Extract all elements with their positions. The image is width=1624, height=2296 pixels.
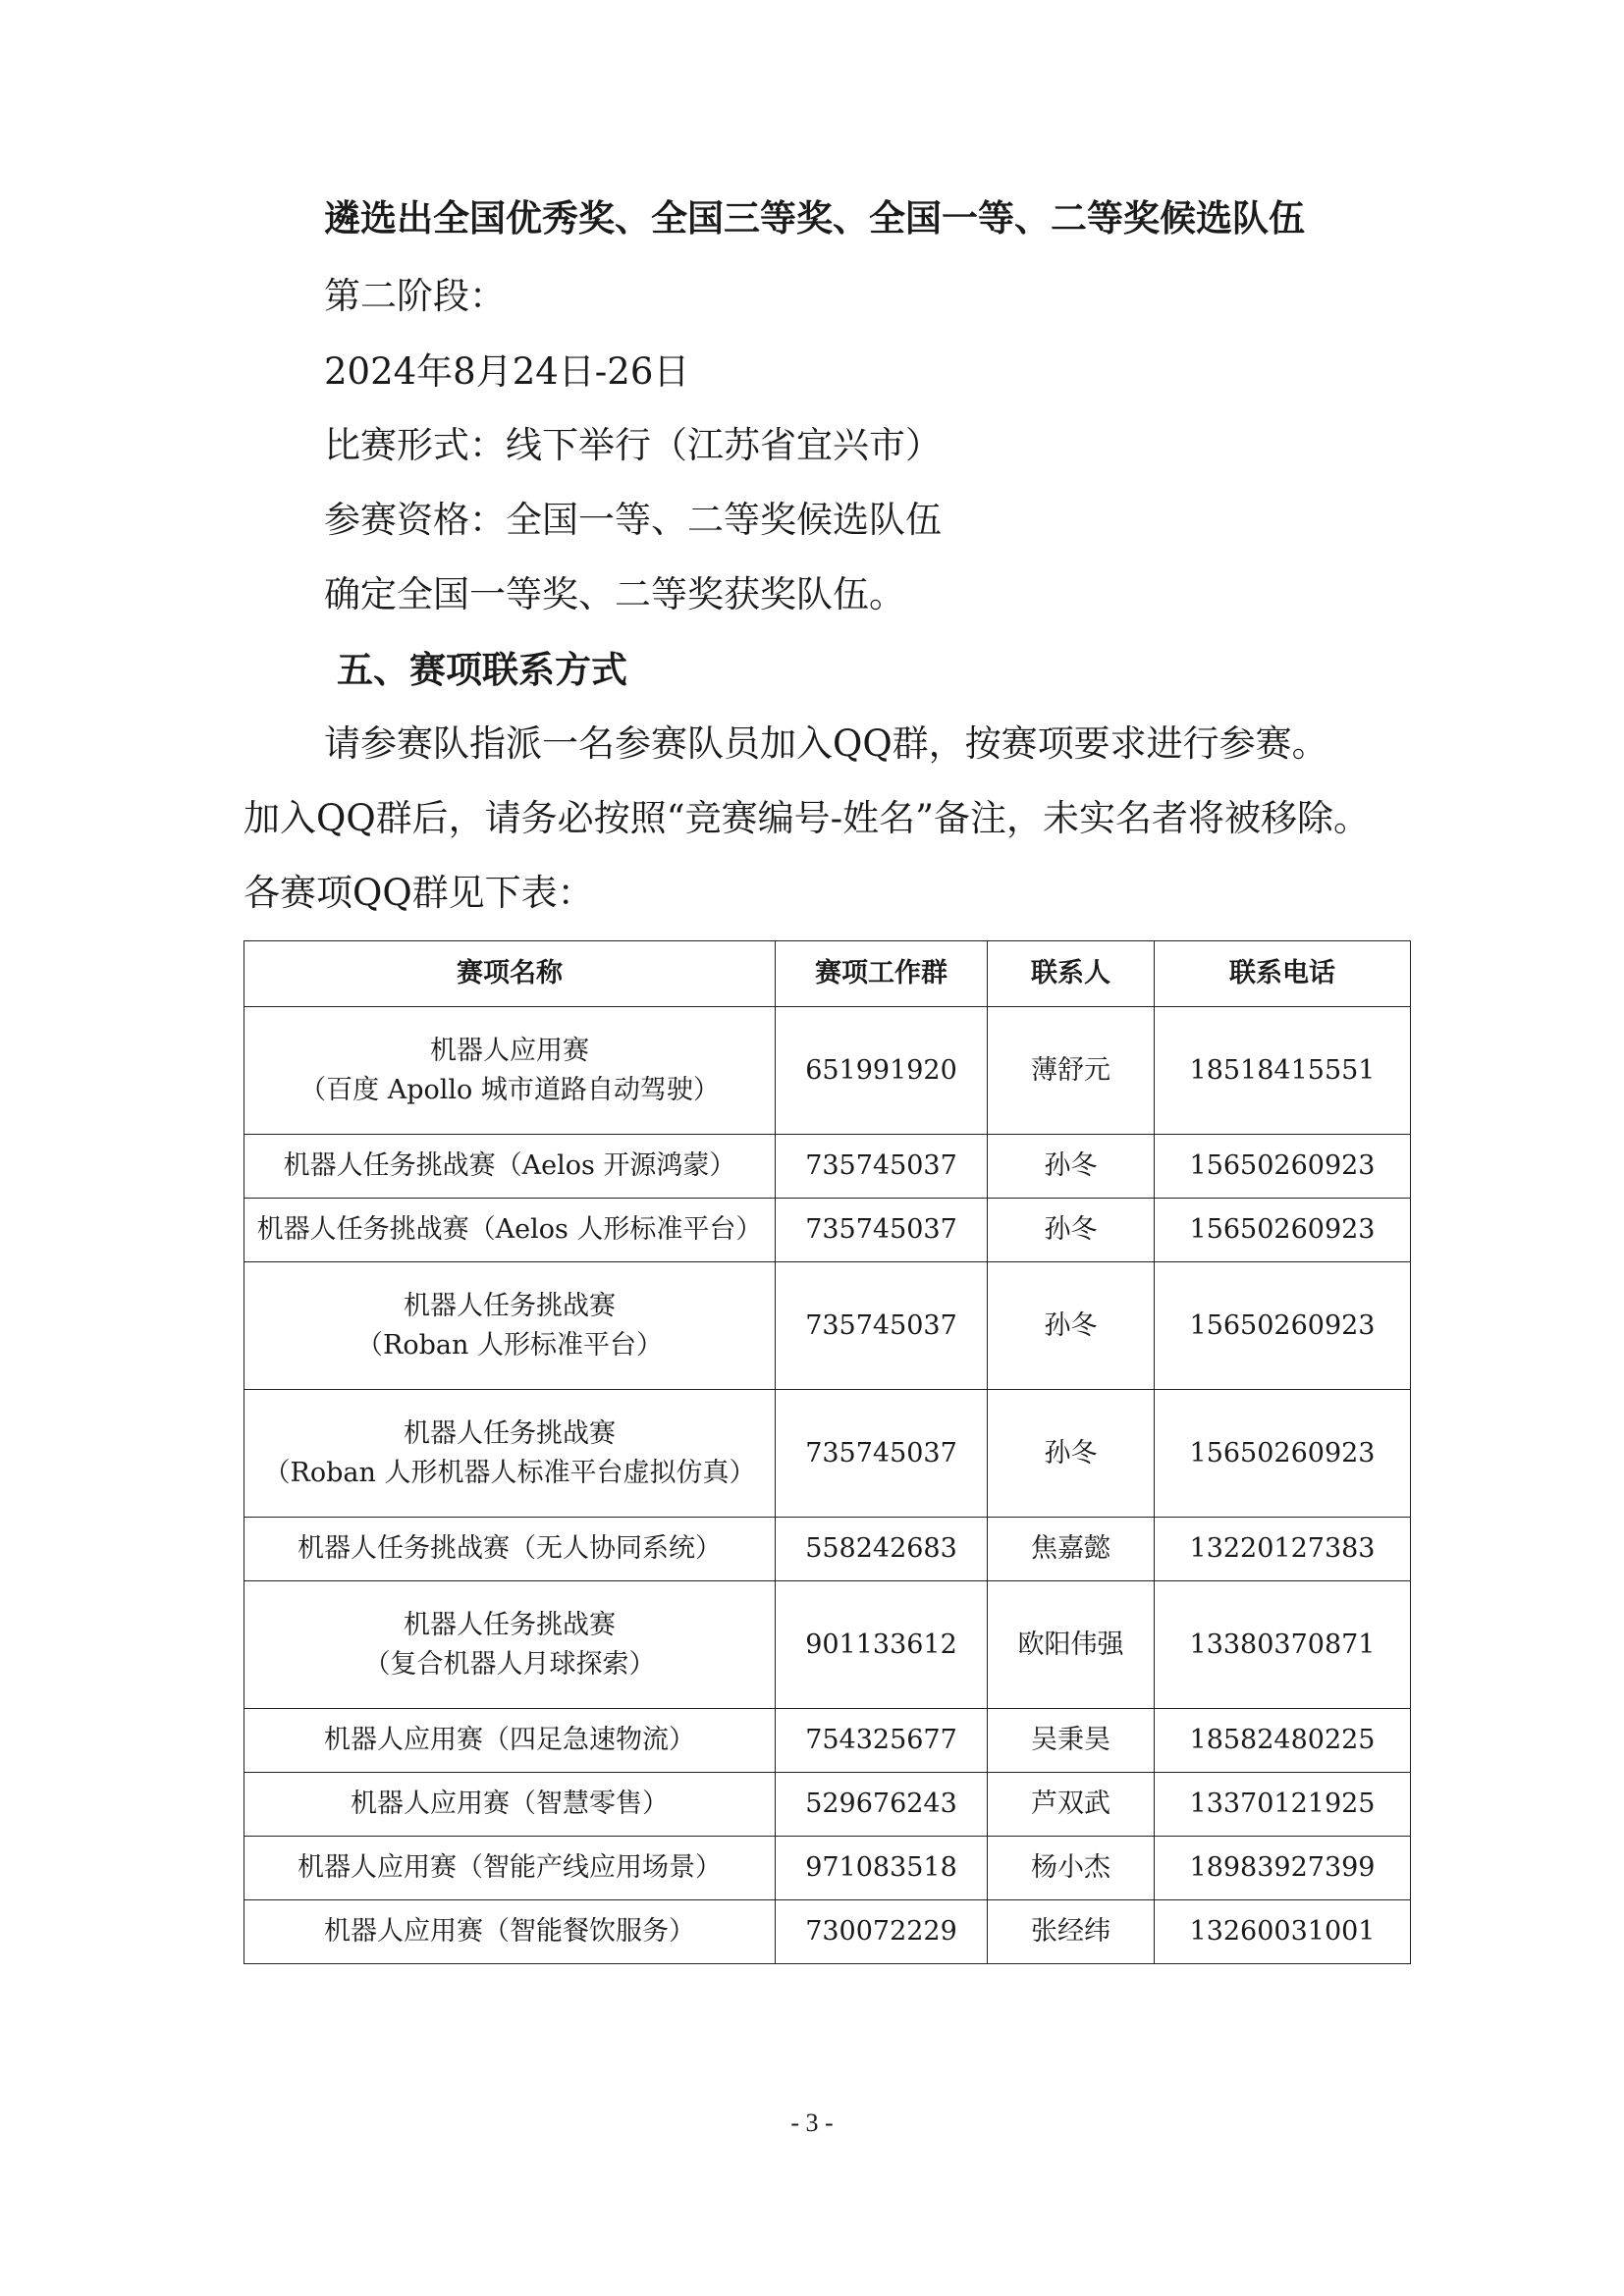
stage-two-date: 2024年8月24日-26日	[324, 350, 690, 393]
table-row	[244, 1709, 1411, 1773]
event-name-cell	[244, 1837, 776, 1900]
header-phone: 联系电话	[1155, 941, 1411, 1007]
work-group-cell: 558242683	[776, 1518, 988, 1581]
event-name-line-1: 机器人任务挑战赛（Aelos 人形标准平台）	[256, 1214, 763, 1245]
table-row	[244, 1390, 1411, 1518]
contact-cell: 薄舒元	[988, 1007, 1155, 1135]
section-heading-contacts: 五、赛项联系方式	[337, 648, 627, 691]
event-name-cell	[244, 1518, 776, 1581]
table-header-row	[244, 941, 1411, 1007]
instruction-line-2: 加入QQ群后，请务必按照“竞赛编号-姓名”备注，未实名者将被移除。	[244, 797, 1370, 839]
final-award-note: 确定全国一等奖、二等奖获奖队伍。	[324, 573, 905, 615]
contact-cell: 孙冬	[988, 1199, 1155, 1262]
event-name-line-2: （复合机器人月球探索）	[363, 1648, 656, 1680]
event-name-cell	[244, 1709, 776, 1773]
phone-cell: 15650260923	[1155, 1135, 1411, 1199]
header-event-name: 赛项名称	[244, 941, 776, 1007]
work-group-cell: 735745037	[776, 1135, 988, 1199]
competition-format: 比赛形式：线下举行（江苏省宜兴市）	[324, 424, 942, 466]
contact-cell: 孙冬	[988, 1390, 1155, 1518]
event-name-line-2: （百度 Apollo 城市道路自动驾驶）	[299, 1074, 720, 1105]
contact-cell: 杨小杰	[988, 1837, 1155, 1900]
contact-cell: 欧阳伟强	[988, 1581, 1155, 1709]
event-name-line-2: （Roban 人形标准平台）	[356, 1329, 663, 1361]
event-name-cell	[244, 1581, 776, 1709]
work-group-cell: 735745037	[776, 1390, 988, 1518]
phone-cell: 15650260923	[1155, 1199, 1411, 1262]
phone-cell: 15650260923	[1155, 1262, 1411, 1390]
event-name-line-1: 机器人应用赛（四足急速物流）	[324, 1725, 695, 1755]
contact-cell: 孙冬	[988, 1135, 1155, 1199]
event-name-line-2: （Roban 人形机器人标准平台虚拟仿真）	[263, 1457, 756, 1488]
instruction-line-1: 请参赛队指派一名参赛队员加入QQ群，按赛项要求进行参赛。	[324, 722, 1328, 765]
event-name-line-1: 机器人应用赛（智慧零售）	[351, 1789, 669, 1819]
event-name-line-1: 机器人任务挑战赛（无人协同系统）	[298, 1533, 722, 1564]
contact-cell: 芦双武	[988, 1773, 1155, 1837]
event-name-cell	[244, 1262, 776, 1390]
work-group-cell: 754325677	[776, 1709, 988, 1773]
header-contact: 联系人	[988, 941, 1155, 1007]
table-body	[244, 1007, 1411, 1964]
table-row	[244, 1007, 1411, 1135]
phone-cell: 13380370871	[1155, 1581, 1411, 1709]
header-work-group: 赛项工作群	[776, 941, 988, 1007]
work-group-cell: 735745037	[776, 1199, 988, 1262]
work-group-cell: 971083518	[776, 1837, 988, 1900]
event-name-line-1: 机器人应用赛（智能产线应用场景）	[298, 1852, 722, 1883]
contact-cell: 张经纬	[988, 1900, 1155, 1964]
event-name-line-1: 机器人任务挑战赛	[404, 1417, 616, 1449]
event-name-cell	[244, 1199, 776, 1262]
event-name-cell	[244, 1900, 776, 1964]
phone-cell: 18518415551	[1155, 1007, 1411, 1135]
contact-cell: 吴秉昊	[988, 1709, 1155, 1773]
event-name-cell	[244, 1135, 776, 1199]
phone-cell: 18582480225	[1155, 1709, 1411, 1773]
event-name-line-1: 机器人应用赛（智能餐饮服务）	[324, 1916, 695, 1947]
table-row	[244, 1900, 1411, 1964]
page-number: - 3 -	[790, 2109, 834, 2137]
work-group-cell: 651991920	[776, 1007, 988, 1135]
work-group-cell: 901133612	[776, 1581, 988, 1709]
phone-cell: 13220127383	[1155, 1518, 1411, 1581]
instruction-line-3: 各赛项QQ群见下表：	[244, 872, 594, 914]
event-name-line-1: 机器人任务挑战赛	[404, 1609, 616, 1640]
work-group-cell: 735745037	[776, 1262, 988, 1390]
work-group-cell: 730072229	[776, 1900, 988, 1964]
table-row	[244, 1773, 1411, 1837]
table-row	[244, 1837, 1411, 1900]
event-name-line-1: 机器人任务挑战赛（Aelos 开源鸿蒙）	[283, 1150, 736, 1181]
stage-two-label: 第二阶段：	[324, 275, 506, 317]
table-row	[244, 1518, 1411, 1581]
heading-selection-note: 遴选出全国优秀奖、全国三等奖、全国一等、二等奖候选队伍	[324, 196, 1305, 240]
event-name-cell	[244, 1773, 776, 1837]
event-name-cell	[244, 1390, 776, 1518]
phone-cell: 18983927399	[1155, 1837, 1411, 1900]
table-row	[244, 1262, 1411, 1390]
contact-cell: 孙冬	[988, 1262, 1155, 1390]
phone-cell: 15650260923	[1155, 1390, 1411, 1518]
contact-table	[244, 940, 1411, 1964]
contact-cell: 焦嘉懿	[988, 1518, 1155, 1581]
table-row	[244, 1135, 1411, 1199]
event-name-line-1: 机器人应用赛	[430, 1035, 589, 1066]
event-name-line-1: 机器人任务挑战赛	[404, 1290, 616, 1321]
phone-cell: 13370121925	[1155, 1773, 1411, 1837]
phone-cell: 13260031001	[1155, 1900, 1411, 1964]
table-row	[244, 1581, 1411, 1709]
table-row	[244, 1199, 1411, 1262]
eligibility: 参赛资格：全国一等、二等奖候选队伍	[324, 499, 942, 541]
work-group-cell: 529676243	[776, 1773, 988, 1837]
event-name-cell	[244, 1007, 776, 1135]
